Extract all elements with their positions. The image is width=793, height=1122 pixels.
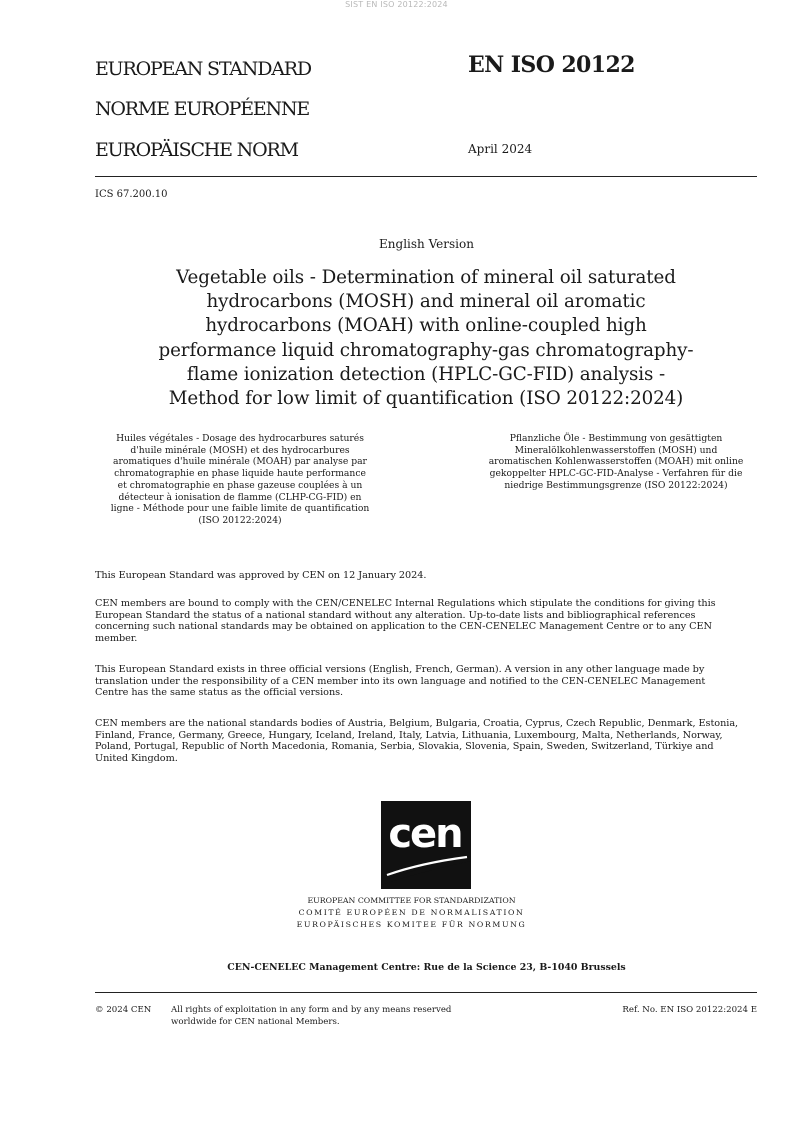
- title-de-line: Pflanzliche Öle - Bestimmung von gesättigten: [509, 433, 723, 444]
- paragraph-line: European Standard the status of a national standard without any alteration. Up-to-date lists and bibliographical references: [95, 609, 696, 621]
- cen-logo: [381, 801, 471, 889]
- committee-name-fr: COMITÉ EUROPÉEN DE NORMALISATION: [298, 907, 525, 917]
- paragraph-line: CEN members are bound to comply with the CEN/CENELEC Internal Regulations which stipulate the conditions for giving this: [95, 598, 716, 609]
- members-bound-paragraph: [95, 598, 760, 644]
- footer-rights-line: All rights of exploitation in any form and by any means reserved: [171, 1005, 452, 1015]
- title-german: [466, 433, 766, 492]
- title-line: hydrocarbons (MOSH) and mineral oil aromatic: [206, 291, 646, 313]
- management-centre-address: CEN-CENELEC Management Centre: Rue de la Science 23, B-1040 Brussels: [227, 962, 626, 973]
- footer-copyright: © 2024 CEN: [95, 1005, 152, 1015]
- paragraph-line: This European Standard exists in three official versions (English, French, German). A version in any other language made by: [95, 664, 705, 675]
- paragraph-line: United Kingdom.: [95, 752, 178, 764]
- paragraph-line: Finland, France, Germany, Greece, Hungary, Iceland, Ireland, Italy, Latvia, Lithuania, Luxembourg, Malta, Netherlands, Norway,: [95, 729, 723, 741]
- title-line: performance liquid chromatography-gas chromatography-: [158, 339, 694, 361]
- standard-name-en: EUROPEAN STANDARD: [95, 58, 311, 80]
- title-line: hydrocarbons (MOAH) with online-coupled high: [205, 315, 647, 337]
- title-fr-line: et chromatographie en phase gazeuse couplées à un: [117, 479, 363, 491]
- title-de-line: gekoppelter HPLC-GC-FID-Analyse - Verfahren für die: [489, 468, 743, 480]
- standard-number: EN ISO 20122: [468, 52, 635, 78]
- title-line: Vegetable oils - Determination of mineral oil saturated: [176, 267, 676, 288]
- title-de-line: Mineralölkohlenwasserstoffen (MOSH) und: [514, 444, 718, 456]
- paragraph-line: concerning such national standards may be obtained on application to the CEN-CENELEC Management Centre or to any CEN: [95, 621, 712, 633]
- paragraph-line: This European Standard was approved by CEN on 12 January 2024.: [95, 570, 427, 581]
- standard-name-fr: NORME EUROPÉENNE: [95, 98, 310, 120]
- approval-paragraph: [95, 570, 760, 582]
- footer-rights: [171, 1005, 451, 1028]
- footer-divider: [95, 992, 757, 993]
- watermark-text: SIST EN ISO 20122:2024: [345, 0, 448, 9]
- title-fr-line: détecteur à ionisation de flamme (CLHP-CG-FID) en: [118, 491, 362, 503]
- title-fr-line: Huiles végétales - Dosage des hydrocarbures saturés: [116, 433, 364, 444]
- versions-paragraph: [95, 664, 760, 699]
- paragraph-line: member.: [95, 632, 138, 644]
- title-line: flame ionization detection (HPLC-GC-FID) analysis -: [186, 363, 666, 385]
- header-divider: [95, 176, 757, 177]
- committee-name-de: EUROPÄISCHES KOMITEE FÜR NORMUNG: [296, 919, 527, 929]
- paragraph-line: Centre has the same status as the official versions.: [95, 687, 344, 699]
- ics-code: ICS 67.200.10: [95, 189, 168, 200]
- footer-reference-number: Ref. No. EN ISO 20122:2024 E: [622, 1005, 757, 1015]
- title-fr-line: (ISO 20122:2024): [198, 514, 282, 526]
- document-title: [140, 266, 712, 411]
- title-de-line: aromatischen Kohlenwasserstoffen (MOAH) mit online: [488, 456, 744, 468]
- committee-names: [0, 895, 793, 930]
- title-line: Method for low limit of quantification (ISO 20122:2024): [168, 388, 684, 410]
- footer-rights-line: worldwide for CEN national Members.: [171, 1016, 340, 1027]
- title-french: [90, 433, 390, 527]
- national-bodies-paragraph: [95, 718, 760, 764]
- title-fr-line: d'huile minérale (MOSH) et des hydrocarbures: [130, 444, 350, 456]
- paragraph-line: translation under the responsibility of a CEN member into its own language and notified to the CEN-CENELEC Management: [95, 675, 706, 687]
- title-fr-line: aromatiques d'huile minérale (MOAH) par analyse par: [113, 456, 367, 468]
- publication-date: April 2024: [468, 142, 533, 156]
- committee-name-en: EUROPEAN COMMITTEE FOR STANDARDIZATION: [307, 896, 516, 905]
- paragraph-line: Poland, Portugal, Republic of North Macedonia, Romania, Serbia, Slovakia, Slovenia, Spain, Sweden, Switzerland, Türkiye and: [95, 741, 714, 753]
- standard-name-de: EUROPÄISCHE NORM: [95, 139, 298, 161]
- title-de-line: niedrige Bestimmungsgrenze (ISO 20122:2024): [504, 479, 728, 491]
- cen-logo-text: cen: [388, 811, 462, 857]
- title-fr-line: ligne - Méthode pour une faible limite de quantification: [110, 503, 370, 515]
- language-version: English Version: [379, 237, 474, 251]
- title-fr-line: chromatographie en phase liquide haute performance: [114, 468, 366, 480]
- paragraph-line: CEN members are the national standards bodies of Austria, Belgium, Bulgaria, Croatia, Cyprus, Czech Republic, Denmark, Estonia,: [95, 718, 739, 729]
